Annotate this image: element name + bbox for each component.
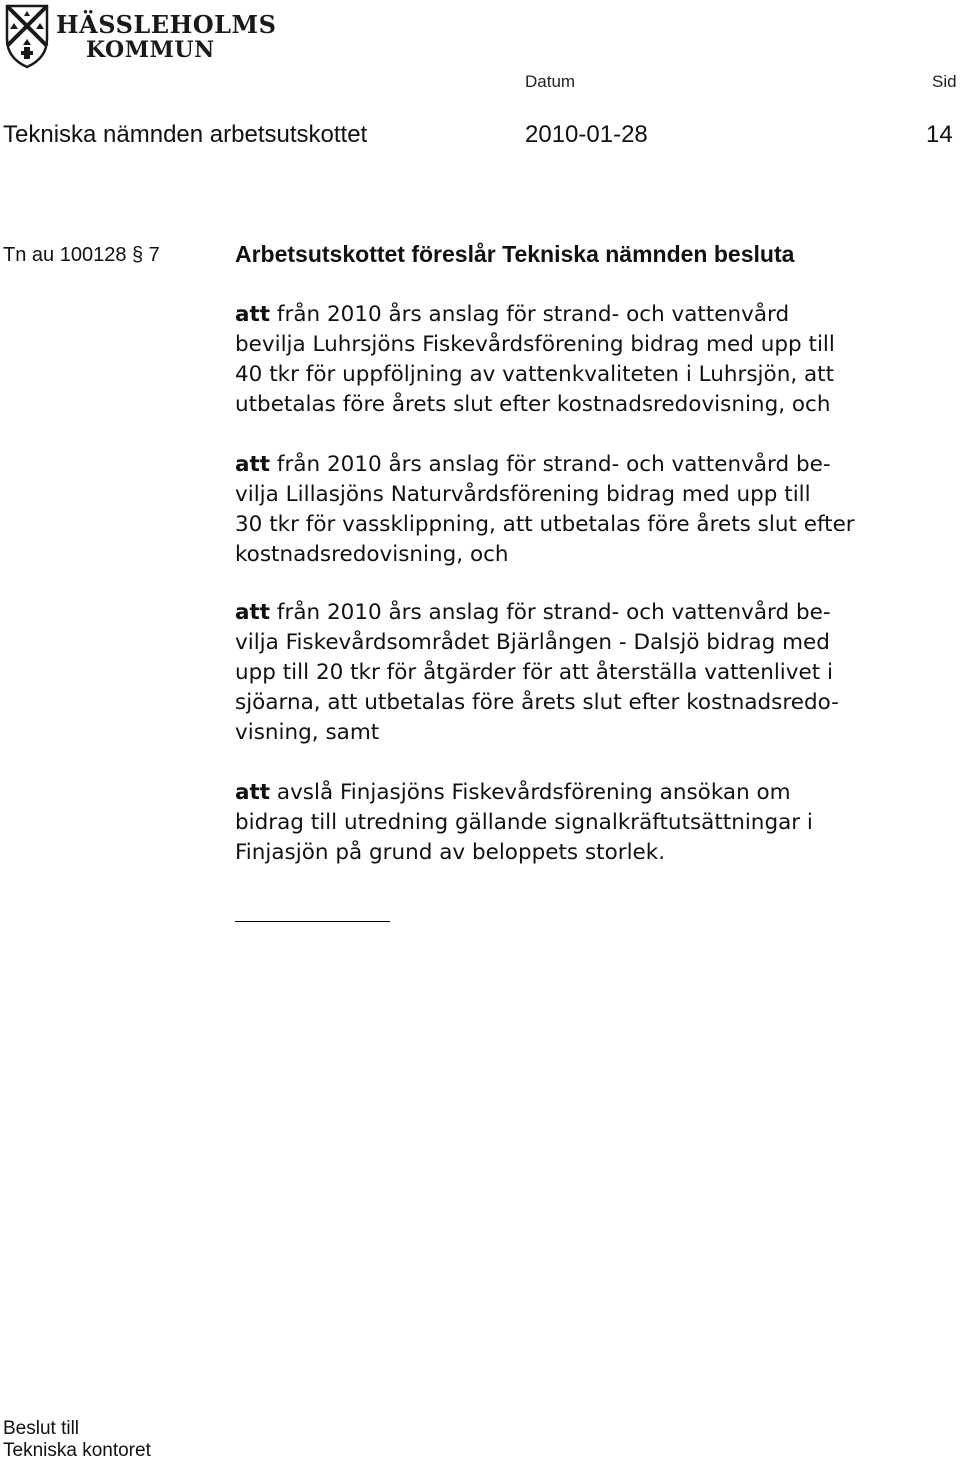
att-keyword: att xyxy=(235,600,271,625)
paragraph-line: att från 2010 års anslag för strand- och vattenvård be- xyxy=(235,600,831,625)
paragraph-line: bidrag till utredning gällande signalkräftutsättningar i xyxy=(235,810,813,835)
datum-label: Datum xyxy=(525,72,576,91)
paragraph-line: utbetalas före årets slut efter kostnadsredovisning, och xyxy=(235,392,831,417)
paragraph-line: upp till 20 tkr för åtgärder för att återställa vattenlivet i xyxy=(235,660,833,685)
decision-paragraph-3 xyxy=(235,598,960,748)
distribution-recipient: Tekniska kontoret xyxy=(3,1440,151,1461)
paragraph-line: kostnadsredovisning, och xyxy=(235,542,509,567)
paragraph-line: Finjasjön på grund av beloppets storlek. xyxy=(235,840,666,865)
paragraph-line: bevilja Luhrsjöns Fiskevårdsförening bidrag med upp till xyxy=(235,332,835,357)
paragraph-line: 40 tkr för uppföljning av vattenkvaliteten i Luhrsjön, att xyxy=(235,362,835,387)
logo-text-line1: HÄSSLEHOLMS xyxy=(56,10,277,39)
decision-paragraph-4 xyxy=(235,778,960,868)
decision-heading: Arbetsutskottet föreslår Tekniska nämnden besluta xyxy=(235,241,795,267)
logo-text-line2: KOMMUN xyxy=(86,37,215,63)
att-keyword: att xyxy=(235,780,271,805)
committee-name: Tekniska nämnden arbetsutskottet xyxy=(3,121,368,148)
paragraph-line: vilja Fiskevårdsområdet Bjärlången - Dalsjö bidrag med xyxy=(235,630,830,655)
decision-paragraph-2 xyxy=(235,450,960,570)
meeting-date: 2010-01-28 xyxy=(525,121,648,148)
coat-of-arms-icon xyxy=(4,3,50,69)
sid-label: Sid xyxy=(932,72,957,91)
att-keyword: att xyxy=(235,302,271,327)
att-keyword: att xyxy=(235,452,271,477)
paragraph-line: sjöarna, att utbetalas före årets slut efter kostnadsredo- xyxy=(235,690,839,715)
page-number: 14 xyxy=(926,121,953,148)
paragraph-line: att avslå Finjasjöns Fiskevårdsförening ansökan om xyxy=(235,780,791,805)
distribution-label: Beslut till xyxy=(3,1418,80,1439)
paragraph-line: att från 2010 års anslag för strand- och vattenvård be- xyxy=(235,452,831,477)
paragraph-line: att från 2010 års anslag för strand- och vattenvård xyxy=(235,302,790,327)
paragraph-line: 30 tkr för vassklippning, att utbetalas före årets slut efter xyxy=(235,512,855,537)
decision-paragraph-1 xyxy=(235,300,960,420)
municipality-logo xyxy=(4,3,277,73)
paragraph-line: visning, samt xyxy=(235,720,380,745)
paragraph-reference: Tn au 100128 § 7 xyxy=(3,244,160,266)
paragraph-line: vilja Lillasjöns Naturvårdsförening bidrag med upp till xyxy=(235,482,811,507)
separator-rule xyxy=(235,921,390,922)
